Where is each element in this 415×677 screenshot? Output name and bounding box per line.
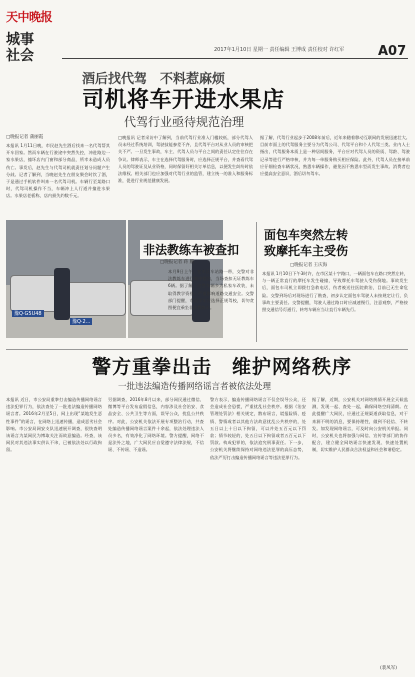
- section-rule: [6, 349, 408, 350]
- paper-logo: [6, 8, 64, 25]
- bottom-story-col1: 本报讯 近日，市公安局重拳打击编造传播网络谣言违法犯罪行为，依法查处了一批违法编造传播网络谣言者。2016年2月至5日，网上出现“某地发生恶性事件”的谣言，在网络上迅速传播，造成恶劣社会影响。市公安局网安支队迅速展开调查，很快查明该谣言为某网民为博取关注而故意编造。经查，该网民对其违法事实供认不讳，已被依法处以行政拘留。: [6, 397, 102, 453]
- bottom-story-col3: 警方表示，编造传播网络谣言不仅会误导公众，还会造成社会恐慌，严重扰乱社会秩序。根据《治安管理处罚法》相关规定，散布谣言，谎报险情、疫情、警情或者以其他方法故意扰乱公共秩序的，处五日以上十日以下拘留，可以并处五百元以下罚款；情节较轻的，处五日以下拘留或者五百元以下罚款。构成犯罪的，依法追究刑事责任。下一步，公安机关将继续保持对网络违法犯罪的高压态势，依法严厉打击编造传播网络谣言等违法犯罪行为。: [210, 397, 306, 460]
- top-story-kicker: 酒后找代驾 不料惹麻烦: [82, 72, 226, 87]
- top-story-subhead: 代驾行业亟待规范治理: [124, 115, 245, 129]
- side-story-text: 本报讯 1月10日下午3时许，在市区某十字路口，一辆面包车在路口突然左转，与一辆正常直行的摩托车发生碰撞，导致摩托车驾驶人受伤倒地。事故发生后，面包车司机立即拨打急救电话，伤者被送往医院救治，目前已无生命危险。交警到场后对现场进行了勘查，初步认定面包车驾驶人未按规定让行，负事故主要责任。交警提醒，驾驶人通过路口时应减速慢行，注意观察，严格按照交通信号灯通行，转弯车辆应当让直行车辆先行。: [262, 271, 408, 313]
- bottom-story-col4: 据了解，近期，公安机关对网络舆情开展全天候监测，发现一起、查处一起，确保网络空间清朗。在此提醒广大网民，应通过正规渠道获取信息，对于来源不明的消息，要保持理性，做到不轻信、不转发。如发现网络谣言，可及时向公安机关举报。同时，公安机关也将加强与网信、宣传等部门的协作配合，建立健全网络谣言快速发现、快速处置机制，切实维护人民群众合法权益和社会和谐稳定。: [312, 397, 408, 453]
- photo-story-caption: 本月9日上午，在市区车站路一带，交警对非法教练车进行集中整治，当场查扣无证教练车6辆。据了解，这些车辆多为私家车改装，未取得教学资格，严重影响道路交通安全。交警部门提醒，市民学车应选择正规驾校，切勿贪图便宜乘坐非法教练车。: [168, 269, 254, 311]
- photo-story-byline: □晚报记者 蒋 鹏: [160, 260, 195, 265]
- top-story-col2: □晚报讯 记者采访中了解到，当前代驾行业准入门槛较低，部分代驾人员未经过系统培训，驾驶技能参差不齐，且代驾平台对从业人员的审核把关不严。一旦发生事故，车主、代驾人员与平台之间的责任认定往往存在争议。律师表示，车主在选择代驾服务时，应选择正规平台，并查看代驾人员的驾驶证及从业资格，同时保留好相关订单信息，以便发生纠纷时依法维权。相关部门也应加强对代驾行业的监管，建立统一的准入和服务标准，促进行业规范健康发展。: [118, 135, 253, 184]
- section-label: [6, 32, 34, 64]
- top-story-col3: 据了解，代驾行业起步于2008年前后，近年来随着移动互联网的发展迅速壮大。目前市面上的代驾服务主要分为代驾公司、代驾平台和个人代驾三类。业内人士指出，代驾服务本质上是一种居间服务，平台应对代驾人员的资质、驾龄、驾驶记录等进行严格审核，并为每一单服务购买相应保险。此外，代驾人员在接单前应仔细检查车辆状况，熟悉车辆操作，避免因不熟悉车型而发生事故。消费者也应提高安全意识，酒后切勿驾车。: [260, 135, 410, 177]
- section-label-line1: 城事: [6, 32, 34, 48]
- license-plate-2: 豫Q·2...: [72, 319, 91, 325]
- section-label-line2: 社会: [6, 48, 34, 64]
- page-number: A07: [378, 44, 407, 59]
- bottom-story-end-byline: (裴凤军): [380, 666, 398, 671]
- paper-name: 天中晚报: [6, 10, 53, 24]
- top-story-headline: 司机将车开进水果店: [82, 88, 285, 113]
- bottom-story-col2: 另据调查，2016年8月以来，部分网民通过微信、微博等平台发布虚假信息，内容涉及社会治安、食品安全、公共卫生等方面，误导公众，扰乱公共秩序。对此，公安机关依法开展专项整治行动，共查处编造传播网络谣言案件十余起，依法处理违法人员多名，有效净化了网络环境。警方提醒，网络不是法外之地，广大网民应自觉遵守法律法规，不信谣、不传谣、不造谣。: [108, 397, 204, 453]
- side-story-title-2: 致摩托车主受伤: [264, 244, 349, 258]
- header-rule: [62, 58, 408, 59]
- top-story-byline: □晚报记者 蒲丽霞: [6, 135, 44, 140]
- bottom-story-subhead: 一批违法编造传播网络谣言者被依法处理: [118, 382, 272, 392]
- column-divider: [256, 222, 257, 342]
- date-line: 2017年1月10日 星期一 责任编辑 王博成 责任校对 许红军: [214, 47, 345, 53]
- photo-traffic-police-left: [6, 220, 126, 338]
- license-plate-1: 豫Q·G5U48: [14, 311, 42, 317]
- bottom-story-headline: 警方重拳出击 维护网络秩序: [92, 356, 353, 378]
- side-story-byline: □晚报记者 王庆海: [290, 263, 328, 268]
- photo-story-title: 非法教练车被查扣: [140, 240, 242, 259]
- top-story-col1: 本报讯 1月11日晚，市民赵先生酒后找来一名代驾帮其开车回家。然而车辆在行驶途中突然失控，冲进路边一家水果店，撞坏店内门窗和部分商品，所幸未造成人员伤亡。事发后，赵先生与代驾司机就责任划分问题产生分歧。记者了解到，当晚赵先生在朋友聚会时饮了酒，于是通过手机软件叫来一名代驾司机。车辆行至某路口时，代驾司机操作不当，车辆冲上人行道并撞进水果店。水果店老板称，店内损失约数千元。: [6, 143, 110, 199]
- side-story-title-1: 面包车突然左转: [264, 228, 349, 242]
